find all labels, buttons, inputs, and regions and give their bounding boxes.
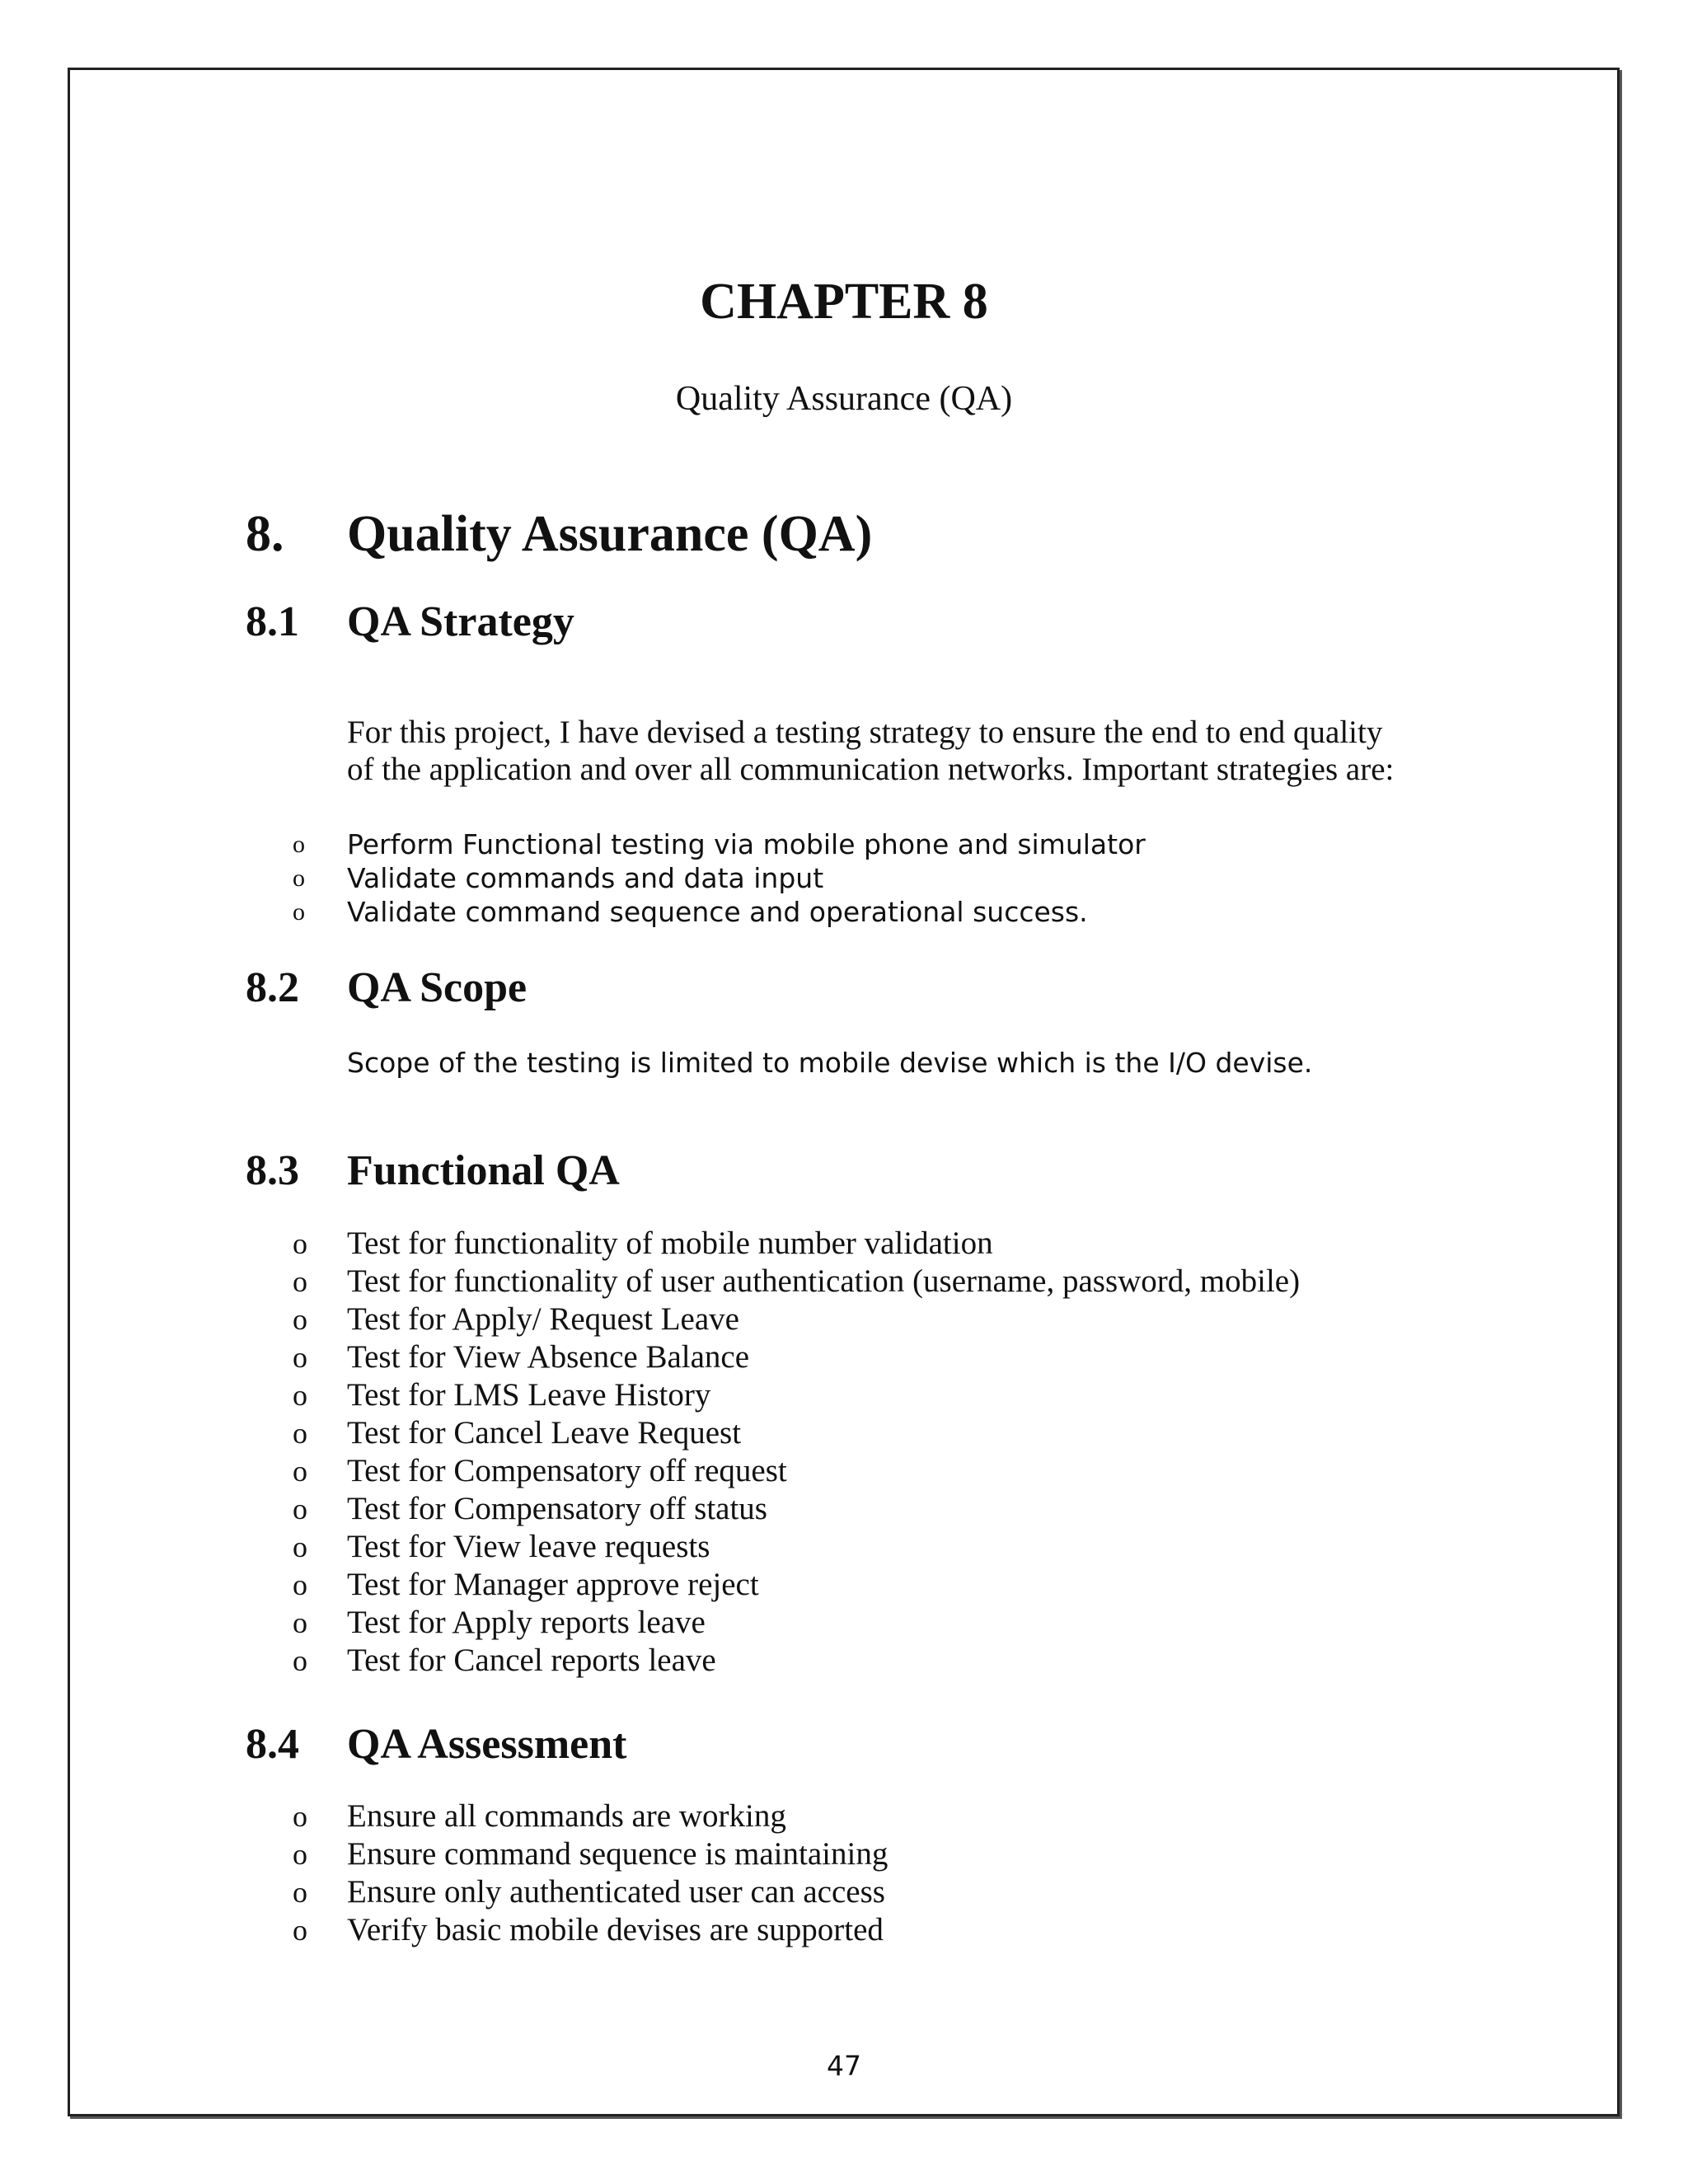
bullet-icon: o [293,1455,307,1488]
section-heading-8-1 [246,598,574,645]
paragraph-line: of the application and over all communication networks. Important strategies are: [347,752,1395,787]
page-number: 47 [827,2050,861,2082]
section-heading-8-4 [246,1723,626,1766]
section-number: 8.3 [246,1147,299,1194]
bullet-icon: o [293,865,305,892]
bullet-icon: o [293,1227,307,1260]
section-title: Functional QA [347,1147,620,1194]
bullet-icon: o [293,1800,307,1833]
bullet-icon: o [293,898,305,926]
bullet-icon: o [293,1303,307,1336]
section-title: QA Assessment [347,1721,627,1768]
section-heading-8-2 [246,964,528,1011]
bullet-icon: o [293,1568,307,1601]
scope-text: Scope of the testing is limited to mobile devise which is the I/O devise. [347,1047,1313,1079]
section-title: Quality Assurance (QA) [347,506,873,562]
section-heading-8 [246,506,873,562]
section-number: 8. [246,506,284,562]
bullet-icon: o [293,1644,307,1677]
bullet-icon: o [293,1417,307,1450]
strategy-paragraph [347,714,1484,788]
bullet-icon: o [293,1493,307,1526]
bullet-icon: o [293,1606,307,1639]
section-heading-8-3 [246,1147,620,1194]
paragraph-line: For this project, I have devised a testing strategy to ensure the end to end quality [347,715,1383,750]
bullet-icon: o [293,1876,307,1909]
bullet-icon: o [293,831,305,858]
bullet-icon: o [293,1914,307,1947]
chapter-title: CHAPTER 8 [700,274,988,330]
section-title: QA Scope [347,964,528,1011]
bullet-icon: o [293,1838,307,1871]
section-title: QA Strategy [347,598,574,645]
bullet-icon: o [293,1530,307,1563]
bullet-icon: o [293,1341,307,1374]
bullet-icon: o [293,1379,307,1412]
bullet-icon: o [293,1265,307,1298]
section-number: 8.4 [246,1721,299,1768]
chapter-subtitle: Quality Assurance (QA) [675,380,1013,418]
section-number: 8.1 [246,598,299,645]
section-number: 8.2 [246,964,299,1011]
